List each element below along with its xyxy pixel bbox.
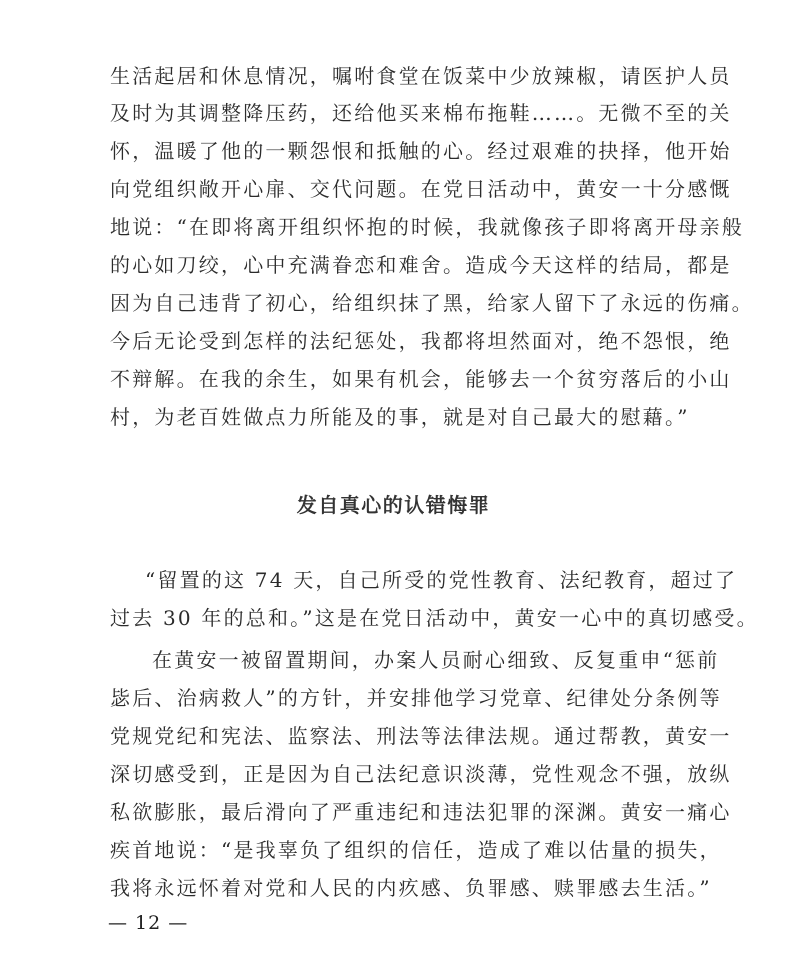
section-heading: 发自真心的认错悔罪 <box>296 493 491 517</box>
paragraph1-line-10: 村，为老百姓做点力所能及的事，就是对自己最大的慰藉。” <box>110 405 690 429</box>
paragraph3-line-4: 深切感受到，正是因为自己法纪意识淡薄，党性观念不强，放纵 <box>110 762 732 786</box>
paragraph2-line-2: 过去 30 年的总和。”这是在党日活动中，黄安一心中的真切感受。 <box>110 606 759 630</box>
paragraph3-line-5: 私欲膨胀，最后滑向了严重违纪和违法犯罪的深渊。黄安一痛心 <box>110 800 732 824</box>
paragraph1-line-4: 向党组织敞开心扉、交代问题。在党日活动中，黄安一十分感慨 <box>110 177 732 201</box>
paragraph3-line-1: 在黄安一被留置期间，办案人员耐心细致、反复重申“惩前 <box>152 648 720 672</box>
paragraph3-line-3: 党规党纪和宪法、监察法、刑法等法律法规。通过帮教，黄安一 <box>110 724 732 748</box>
paragraph1-line-2: 及时为其调整降压药，还给他买来棉布拖鞋……。无微不至的关 <box>110 101 732 125</box>
paragraph1-line-7: 因为自己违背了初心，给组织抹了黑，给家人留下了永远的伤痛。 <box>110 291 754 315</box>
paragraph1-line-9: 不辩解。在我的余生，如果有机会，能够去一个贫穷落后的小山 <box>110 367 732 391</box>
paragraph1-line-1: 生活起居和休息情况，嘱咐食堂在饭菜中少放辣椒，请医护人员 <box>110 64 732 88</box>
paragraph2-line-1: “留置的这 74 天，自己所受的党性教育、法纪教育，超过了 <box>145 568 738 592</box>
paragraph1-line-8: 今后无论受到怎样的法纪惩处，我都将坦然面对，绝不怨恨，绝 <box>110 329 732 353</box>
paragraph1-line-6: 的心如刀绞，心中充满眷恋和难舍。造成今天这样的结局，都是 <box>110 253 732 277</box>
paragraph3-line-7: 我将永远怀着对党和人民的内疚感、负罪感、赎罪感去生活。” <box>110 876 712 900</box>
paragraph1-line-5: 地说：“在即将离开组织怀抱的时候，我就像孩子即将离开母亲般 <box>110 215 745 239</box>
paragraph3-line-2: 毖后、治病救人”的方针，并安排他学习党章、纪律处分条例等 <box>110 686 722 710</box>
paragraph3-line-6: 疾首地说：“是我辜负了组织的信任，造成了难以估量的损失， <box>110 838 722 862</box>
paragraph1-line-3: 怀，温暖了他的一颗怨恨和抵触的心。经过艰难的抉择，他开始 <box>110 139 732 163</box>
page-number: — 12 — <box>108 912 189 934</box>
